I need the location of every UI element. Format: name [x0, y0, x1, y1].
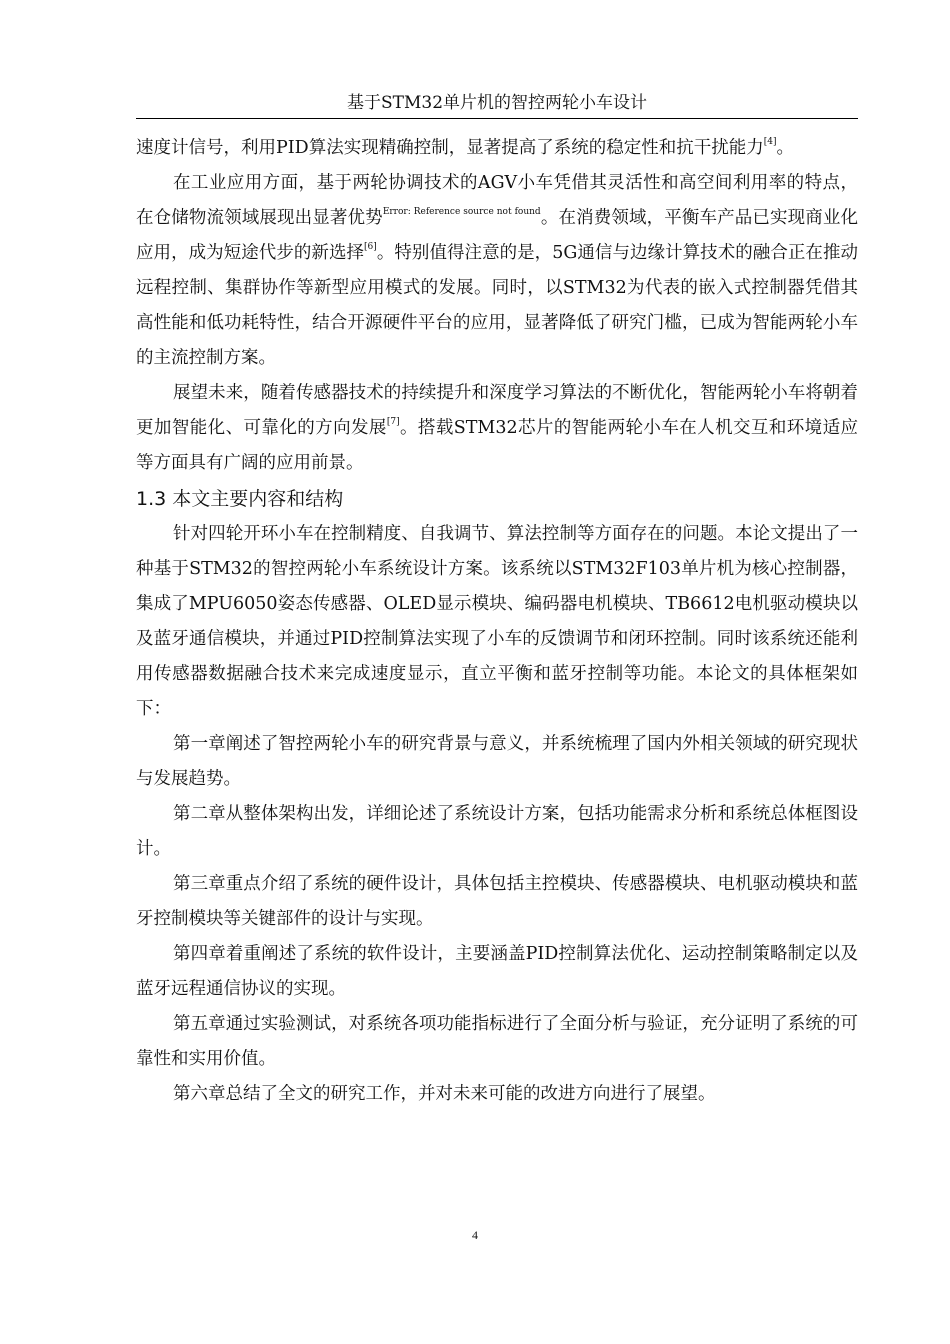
header-divider — [136, 118, 858, 119]
paragraph-text: 展望未来，随着传感器技术的持续提升和深度学习算法的不断优化，智能两轮小车将朝着更加智能化、可靠化的方向发展 — [136, 383, 858, 438]
paragraph-text: 。搭载STM32芯片的智能两轮小车在人机交互和环境适应等方面具有广阔的应用前景。 — [136, 418, 858, 473]
paragraph-text: 。 — [776, 138, 794, 158]
citation[interactable]: [6] — [364, 242, 377, 252]
citation[interactable]: [7] — [386, 417, 400, 427]
paragraph-chapter-1: 第一章阐述了智控两轮小车的研究背景与意义，并系统梳理了国内外相关领域的研究现状与发展趋势。 — [136, 734, 858, 789]
page-number: 4 — [472, 1228, 478, 1242]
section-heading: 1.3 本文主要内容和结构 — [136, 488, 344, 510]
paragraph-chapter-4: 第四章着重阐述了系统的软件设计，主要涵盖PID控制算法优化、运动控制策略制定以及蓝牙远程通信协议的实现。 — [136, 944, 858, 999]
page-body — [136, 131, 858, 1112]
paragraph-main-content: 针对四轮开环小车在控制精度、自我调节、算法控制等方面存在的问题。本论文提出了一种基于STM32的智控两轮小车系统设计方案。该系统以STM32F103单片机为核心控制器，集成了MPU6050姿态传感器、OLED显示模块、编码器电机模块、TB6612电机驱动模块以及蓝牙通信模块，并通过PID控制算法实现了小车的反馈调节和闭环控制。同时该系统还能利用传感器数据融合技术来完成速度显示，直立平衡和蓝牙控制等功能。本论文的具体框架如下： — [136, 524, 858, 719]
running-header: 基于STM32单片机的智控两轮小车设计 — [346, 93, 648, 113]
paragraph-chapter-3: 第三章重点介绍了系统的硬件设计，具体包括主控模块、传感器模块、电机驱动模块和蓝牙控制模块等关键部件的设计与实现。 — [136, 874, 858, 929]
citation[interactable]: [4] — [763, 137, 777, 147]
paragraph-text: 在工业应用方面，基于两轮协调技术的AGV小车凭借其灵活性和高空间利用率的特点，在仓储物流领域展现出显著优势 — [136, 173, 858, 228]
paragraph-chapter-5: 第五章通过实验测试，对系统各项功能指标进行了全面分析与验证，充分证明了系统的可靠性和实用价值。 — [136, 1014, 858, 1069]
paragraph-text: 。在消费领域，平衡车产品已实现商业化应用，成为短途代步的新选择 — [136, 208, 859, 263]
paragraph-outlook — [136, 376, 858, 481]
paragraph-text: 速度计信号，利用PID算法实现精确控制，显著提高了系统的稳定性和抗干扰能力 — [136, 138, 764, 158]
paragraph-chapter-2: 第二章从整体架构出发，详细论述了系统设计方案，包括功能需求分析和系统总体框图设计。 — [136, 804, 858, 859]
citation-error[interactable]: Error: Reference source not found — [382, 207, 541, 217]
paragraph-continuation — [136, 131, 858, 166]
paragraph-chapter-6: 第六章总结了全文的研究工作，并对未来可能的改进方向进行了展望。 — [173, 1084, 716, 1104]
paragraph-industrial-application — [136, 166, 858, 376]
paragraph-text: 。特别值得注意的是，5G通信与边缘计算技术的融合正在推动远程控制、集群协作等新型应用模式的发展。同时，以STM32为代表的嵌入式控制器凭借其高性能和低功耗特性，结合开源硬件平台的应用，显著降低了研究门槛，已成为智能两轮小车的主流控制方案。 — [136, 243, 858, 368]
